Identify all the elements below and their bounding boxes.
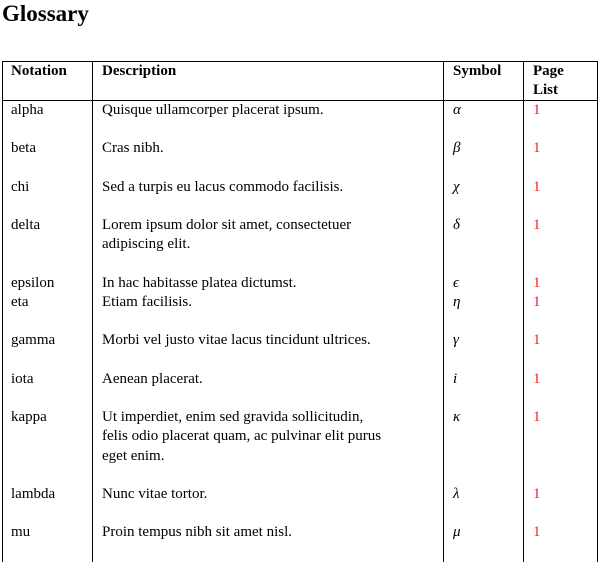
page-title: Glossary [2, 1, 89, 26]
page-link[interactable]: 1 [533, 274, 541, 291]
page-link[interactable]: 1 [533, 409, 541, 426]
description-line: Lorem ipsum dolor sit amet, consectetuer [102, 217, 352, 234]
description-cell [102, 485, 442, 504]
table-row [2, 274, 598, 293]
symbol-cell: χ [453, 178, 460, 195]
description-line: In hac habitasse platea dictumst. [102, 274, 297, 291]
symbol-cell: ϵ [453, 274, 460, 291]
header-page-list-line2: List [533, 82, 559, 98]
description-cell [102, 139, 442, 158]
symbol-cell: κ [453, 409, 461, 426]
description-line: Aenean placerat. [102, 370, 203, 387]
table-row [2, 485, 598, 523]
table-row [2, 331, 598, 369]
description-cell [102, 178, 442, 197]
symbol-cell: β [453, 140, 461, 157]
page-link[interactable]: 1 [533, 332, 541, 349]
table-body [2, 101, 598, 562]
notation-cell: epsilon [11, 274, 55, 291]
symbol-cell: i [453, 370, 458, 387]
symbol-cell: μ [453, 524, 461, 541]
notation-cell: gamma [11, 332, 56, 349]
description-cell [102, 293, 442, 312]
symbol-cell: λ [453, 485, 460, 502]
notation-cell: alpha [11, 102, 44, 118]
table-header [2, 62, 598, 101]
description-cell [102, 216, 442, 254]
notation-cell: lambda [11, 485, 56, 502]
header-page-list [533, 62, 593, 100]
description-line: Nunc vitae tortor. [102, 485, 208, 502]
description-line: felis odio placerat quam, ac pulvinar elit purus [102, 428, 382, 445]
notation-cell: eta [11, 293, 29, 310]
description-cell [102, 274, 442, 293]
page-link[interactable]: 1 [533, 102, 541, 118]
page-link[interactable]: 1 [533, 140, 541, 157]
header-description: Description [102, 63, 177, 79]
description-cell [102, 408, 442, 466]
description-line: Morbi vel justo vitae lacus tincidunt ultrices. [102, 332, 371, 349]
header-notation: Notation [11, 63, 67, 79]
glossary-table [2, 61, 598, 562]
description-line: Cras nibh. [102, 140, 164, 157]
symbol-cell: η [453, 293, 461, 310]
description-line: eget enim. [102, 447, 165, 464]
notation-cell: beta [11, 140, 36, 157]
symbol-cell: γ [453, 332, 459, 349]
page-link[interactable]: 1 [533, 524, 541, 541]
description-line: Sed a turpis eu lacus commodo facilisis. [102, 178, 344, 195]
symbol-cell: δ [453, 217, 460, 234]
header-symbol: Symbol [453, 63, 502, 79]
table-row [2, 293, 598, 331]
notation-cell: mu [11, 524, 31, 541]
page-link[interactable]: 1 [533, 178, 541, 195]
description-line: adipiscing elit. [102, 236, 191, 253]
table-row [2, 523, 598, 561]
notation-cell: delta [11, 217, 41, 234]
page-link[interactable]: 1 [533, 370, 541, 387]
table-row [2, 178, 598, 216]
table-row [2, 370, 598, 408]
description-line: Ut imperdiet, enim sed gravida sollicitudin, [102, 409, 364, 426]
page-link[interactable]: 1 [533, 293, 541, 310]
notation-cell: chi [11, 178, 30, 195]
description-cell [102, 331, 442, 350]
table-row [2, 216, 598, 274]
table-row [2, 101, 598, 139]
table-row [2, 408, 598, 485]
description-line: Etiam facilisis. [102, 293, 192, 310]
notation-cell: kappa [11, 409, 47, 426]
description-cell [102, 370, 442, 389]
page-link[interactable]: 1 [533, 485, 541, 502]
table-row [2, 139, 598, 177]
symbol-cell: α [453, 102, 461, 118]
description-line: Quisque ullamcorper placerat ipsum. [102, 102, 324, 118]
page-link[interactable]: 1 [533, 217, 541, 234]
description-line: Proin tempus nibh sit amet nisl. [102, 524, 292, 541]
description-cell [102, 523, 442, 542]
description-cell [102, 101, 442, 120]
notation-cell: iota [11, 370, 34, 387]
header-page-list-line1: Page [533, 63, 564, 79]
